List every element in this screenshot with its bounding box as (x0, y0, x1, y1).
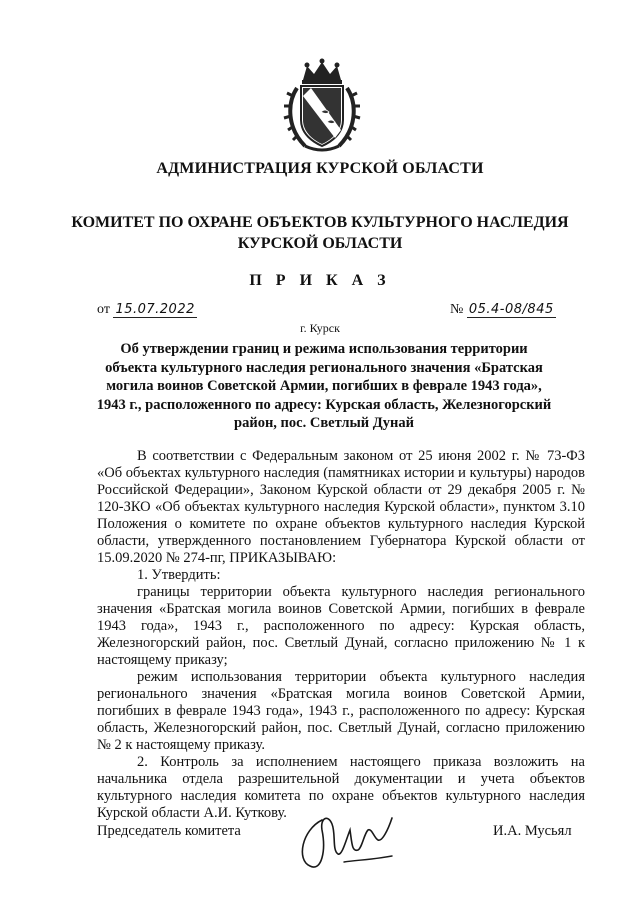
number-prefix: № (450, 302, 464, 317)
signatory-name: И.А. Мусьял (493, 823, 572, 839)
body-paragraph-approve: 1. Утвердить: (137, 567, 221, 583)
document-date: 15.07.2022 (115, 302, 195, 317)
committee-title (0, 212, 640, 254)
administration-title: АДМИНИСТРАЦИЯ КУРСКОЙ ОБЛАСТИ (156, 160, 484, 177)
committee-title-line2: КУРСКОЙ ОБЛАСТИ (237, 235, 403, 252)
body-paragraph-control: 2. Контроль за исполнением настоящего приказа возложить на начальника отдела разрешительной документации и учета объектов культурного наследия комитета по охране объектов культурного наследия Курской области А.И. Куткову. (97, 754, 585, 821)
kursk-coat-of-arms-icon (283, 58, 361, 154)
committee-title-line1: КОМИТЕТ ПО ОХРАНЕ ОБЪЕКТОВ КУЛЬТУРНОГО НАСЛЕДИЯ (71, 214, 569, 231)
body-paragraph-boundaries: границы территории объекта культурного наследия регионального значения «Братская могила воинов Советской Армии, погибших в феврале 1943 года», 1943 г., расположенного по адресу: Курская область, Железногорский район, пос. Светлый Дунай, согласно приложению № 1 к настоящему приказу; (97, 584, 585, 668)
body-paragraph-regime: режим использования территории объекта культурного наследия регионального значения «Братская могила воинов Советской Армии, погибших в феврале 1943 года», 1943 г., расположенного по адресу: Курская область, Железногорский район, пос. Светлый Дунай, согласно приложению № 2 к настоящему приказу. (97, 669, 585, 753)
date-prefix: от (97, 302, 110, 317)
date-row (97, 302, 197, 318)
handwritten-signature (292, 800, 404, 880)
document-body (97, 448, 585, 822)
document-type-title: П Р И К А З (249, 272, 391, 289)
document-subject: Об утверждении границ и режима использования территории объекта культурного наследия регионального значения «Братская могила воинов Советской Армии, погибших в феврале 1943 года», 1943 г., расположенного по адресу: Курская область, Железногорский район, пос. Светлый Дунай (96, 341, 552, 431)
body-paragraph-legal-basis: В соответствии с Федеральным законом от 25 июня 2002 г. № 73-ФЗ «Об объектах культурного наследия (памятниках истории и культуры) народов Российской Федерации», Законом Курской области от 29 декабря 2005 г. № 120-ЗКО «Об объектах культурного наследия Курской области», пунктом 3.10 Положения о комитете по охране объектов культурного наследия Курской области, утвержденного постановлением Губернатора Курской области от 15.09.2020 № 274-пг, ПРИКАЗЫВАЮ: (97, 448, 585, 566)
signatory-position: Председатель комитета (97, 823, 241, 839)
number-row (450, 302, 556, 318)
document-number: 05.4-08/845 (468, 302, 554, 317)
city-label: г. Курск (300, 321, 340, 335)
